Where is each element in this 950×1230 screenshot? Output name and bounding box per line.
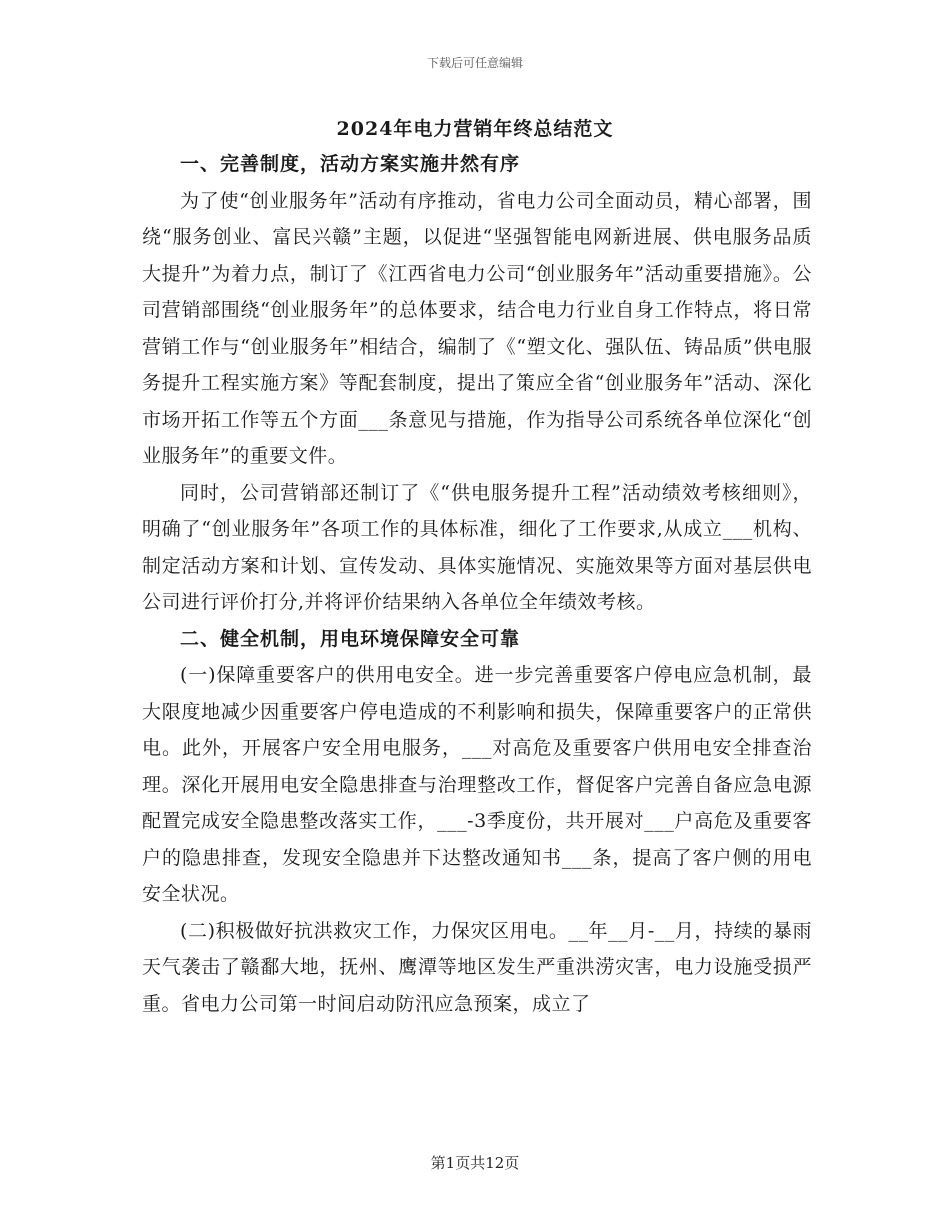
page-number: 第1页共12页 [430,1154,520,1172]
document-title: 2024年电力营销年终总结范文 [336,118,614,140]
header-note: 下载后可任意编辑 [426,56,523,70]
paragraph: (二)积极做好抗洪救灾工作，力保灾区用电。__年__月-__月，持续的暴雨天气袭击了赣鄱大地，抚州、鹰潭等地区发生严重洪涝灾害，电力设施受损严重。省电力公司第一时间启动防汛应急预案，成立了 [142,919,812,1015]
paragraph: (一)保障重要客户的供用电安全。进一步完善重要客户停电应急机制，最大限度地减少因重要客户停电造成的不利影响和损失，保障重要客户的正常供电。此外，开展客户安全用电服务，___对高危及重要客户供用电安全排查治理。深化开展用电安全隐患排查与治理整改工作，督促客户完善自备应急电源配置完成安全隐患整改落实工作，___-3季度份，共开展对___户高危及重要客户的隐患排查，发现安全隐患并下达整改通知书___条，提高了客户侧的用电安全状况。 [142,664,812,905]
section-heading-2: 二、健全机制，用电环境保障安全可靠 [180,627,521,650]
document-body [142,146,812,1022]
paragraph: 为了使“创业服务年”活动有序推动，省电力公司全面动员，精心部署，围绕“服务创业、富民兴赣”主题，以促进“坚强智能电网新进展、供电服务品质大提升”为着力点，制订了《江西省电力公司“创业服务年”活动重要措施》。公司营销部围绕“创业服务年”的总体要求，结合电力行业自身工作特点，将日常营销工作与“创业服务年”相结合，编制了《“塑文化、强队伍、铸品质”供电服务提升工程实施方案》等配套制度，提出了策应全省“创业服务年”活动、深化市场开拓工作等五个方面___条意见与措施，作为指导公司系统各单位深化“创业服务年”的重要文件。 [142,189,812,467]
paragraph: 同时，公司营销部还制订了《“供电服务提升工程”活动绩效考核细则》，明确了“创业服务年”各项工作的具体标准，细化了工作要求,从成立___机构、制定活动方案和计划、宣传发动、具体实施情况、实施效果等方面对基层供电公司进行评价打分,并将评价结果纳入各单位全年绩效考核。 [142,481,812,613]
section-heading-1: 一、完善制度，活动方案实施井然有序 [180,153,521,175]
